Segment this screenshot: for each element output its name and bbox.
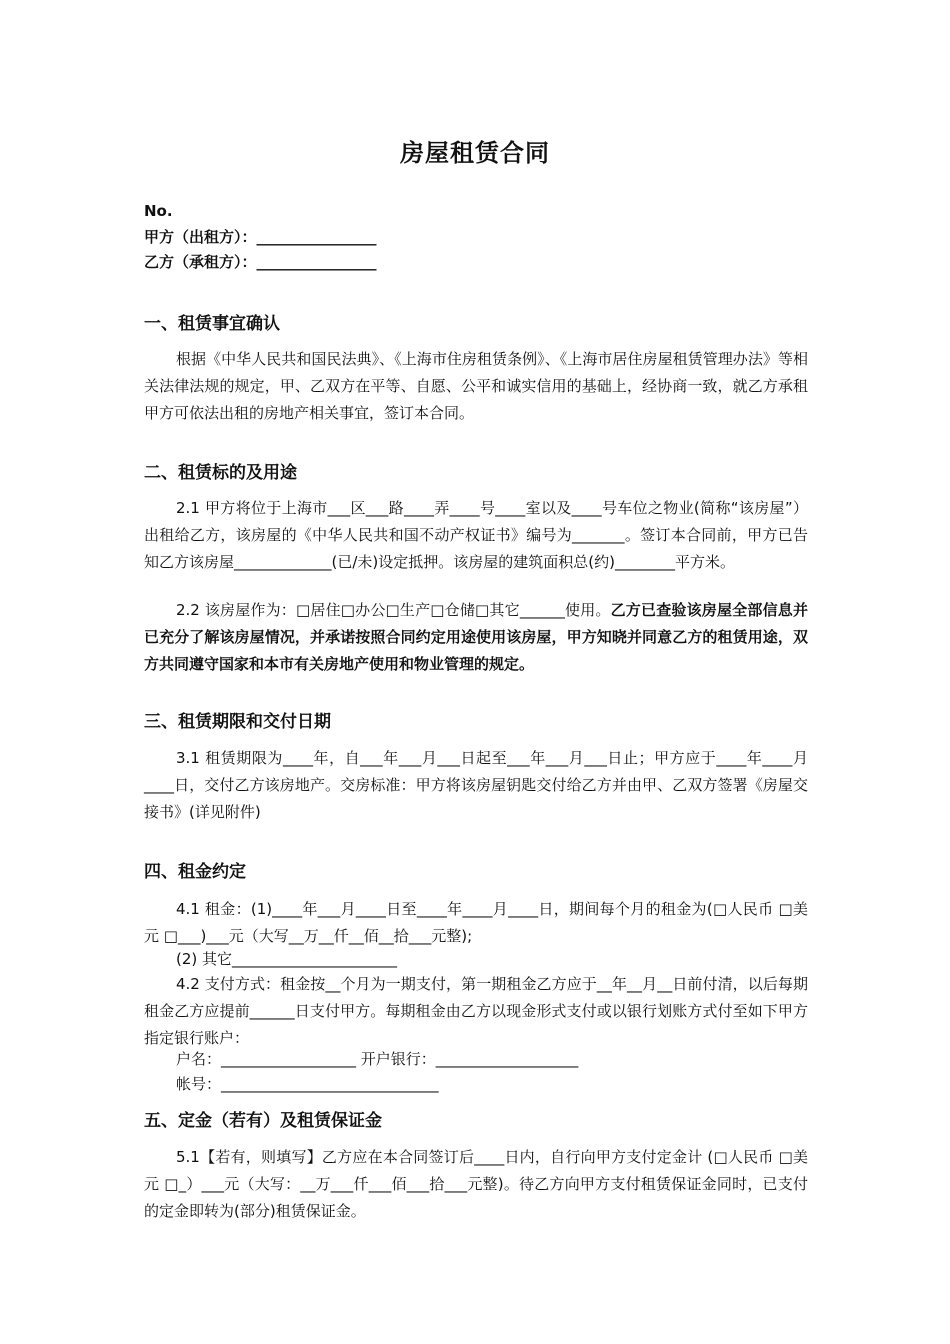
section-2-heading: 二、租赁标的及用途 <box>144 463 297 483</box>
contract-number: No. <box>144 202 173 220</box>
clause-4-1-other: (2) 其它______________________ <box>176 950 398 968</box>
section-1-paragraph: 根据《中华人民共和国民法典》、《上海市住房租赁条例》、《上海市居住房屋租赁管理办法》等相关法律法规的规定，甲、乙双方在平等、自愿、公平和诚实信用的基础上，经协商一致，就乙方承租甲方可依法出租的房地产相关事宜，签订本合同。 <box>144 350 808 422</box>
section-1-heading: 一、租赁事宜确认 <box>144 314 280 334</box>
section-5-heading: 五、定金（若有）及租赁保证金 <box>144 1111 382 1131</box>
clause-4-2: 4.2 支付方式：租金按__个月为一期支付，第一期租金乙方应于__年__月__日前付清，以后每期租金乙方应提前______日支付甲方。每期租金由乙方以现金形式支付或以银行划账方式付至如下甲方指定银行账户： <box>144 975 808 1047</box>
clause-3-1: 3.1 租赁期限为____年，自___年___月___日起至___年___月___日止；甲方应于____年____月____日，交付乙方该房地产。交房标准：甲方将该房屋钥匙交付给乙方并由甲、乙双方签署《房屋交接书》(详见附件) <box>144 749 808 821</box>
clause-2-2 <box>144 597 808 678</box>
clause-5-1: 5.1【若有，则填写】乙方应在本合同签订后____日内，自行向甲方支付定金计 (□人民币 □美元 □_）___元（大写：__万___仟___佰___拾___元整)。待乙方向甲方支付租赁保证金同时，已支付的定金即转为(部分)租赁保证金。 <box>144 1148 808 1220</box>
document-title: 房屋租赁合同 <box>400 139 550 167</box>
clause-4-1: 4.1 租金：(1)____年___月____日至____年____月____日，期间每个月的租金为(□人民币 □美元 □___)___元（大写__万__仟__佰__拾___元整); <box>144 900 808 945</box>
bank-account-name: 户名：__________________ 开户银行：___________________ <box>176 1050 579 1068</box>
clause-2-2-statement: 乙方已查验该房屋全部信息并已充分了解该房屋情况，并承诺按照合同约定用途使用该房屋，甲方知晓并同意乙方的租赁用途，双方共同遵守国家和本市有关房地产使用和物业管理的规定。 <box>144 601 808 673</box>
bank-account-number: 帐号：_____________________________ <box>176 1075 439 1093</box>
clause-2-1: 2.1 甲方将位于上海市___区___路____弄____号____室以及____号车位之物业(简称“该房屋”）出租给乙方，该房屋的《中华人民共和国不动产权证书》编号为_______。签订本合同前，甲方已告知乙方该房屋_____________(已/未)设定抵押。该房屋的建筑面积总(约)________平方米。 <box>144 499 808 571</box>
section-4-heading: 四、租金约定 <box>144 862 246 882</box>
clause-2-2-usage: 2.2 该房屋作为：□居住□办公□生产□仓储□其它______使用。 <box>176 601 611 619</box>
party-b-line: 乙方（承租方）：________________ <box>144 253 377 271</box>
party-a-line: 甲方（出租方）：________________ <box>144 228 377 246</box>
section-3-heading: 三、租赁期限和交付日期 <box>144 712 331 732</box>
